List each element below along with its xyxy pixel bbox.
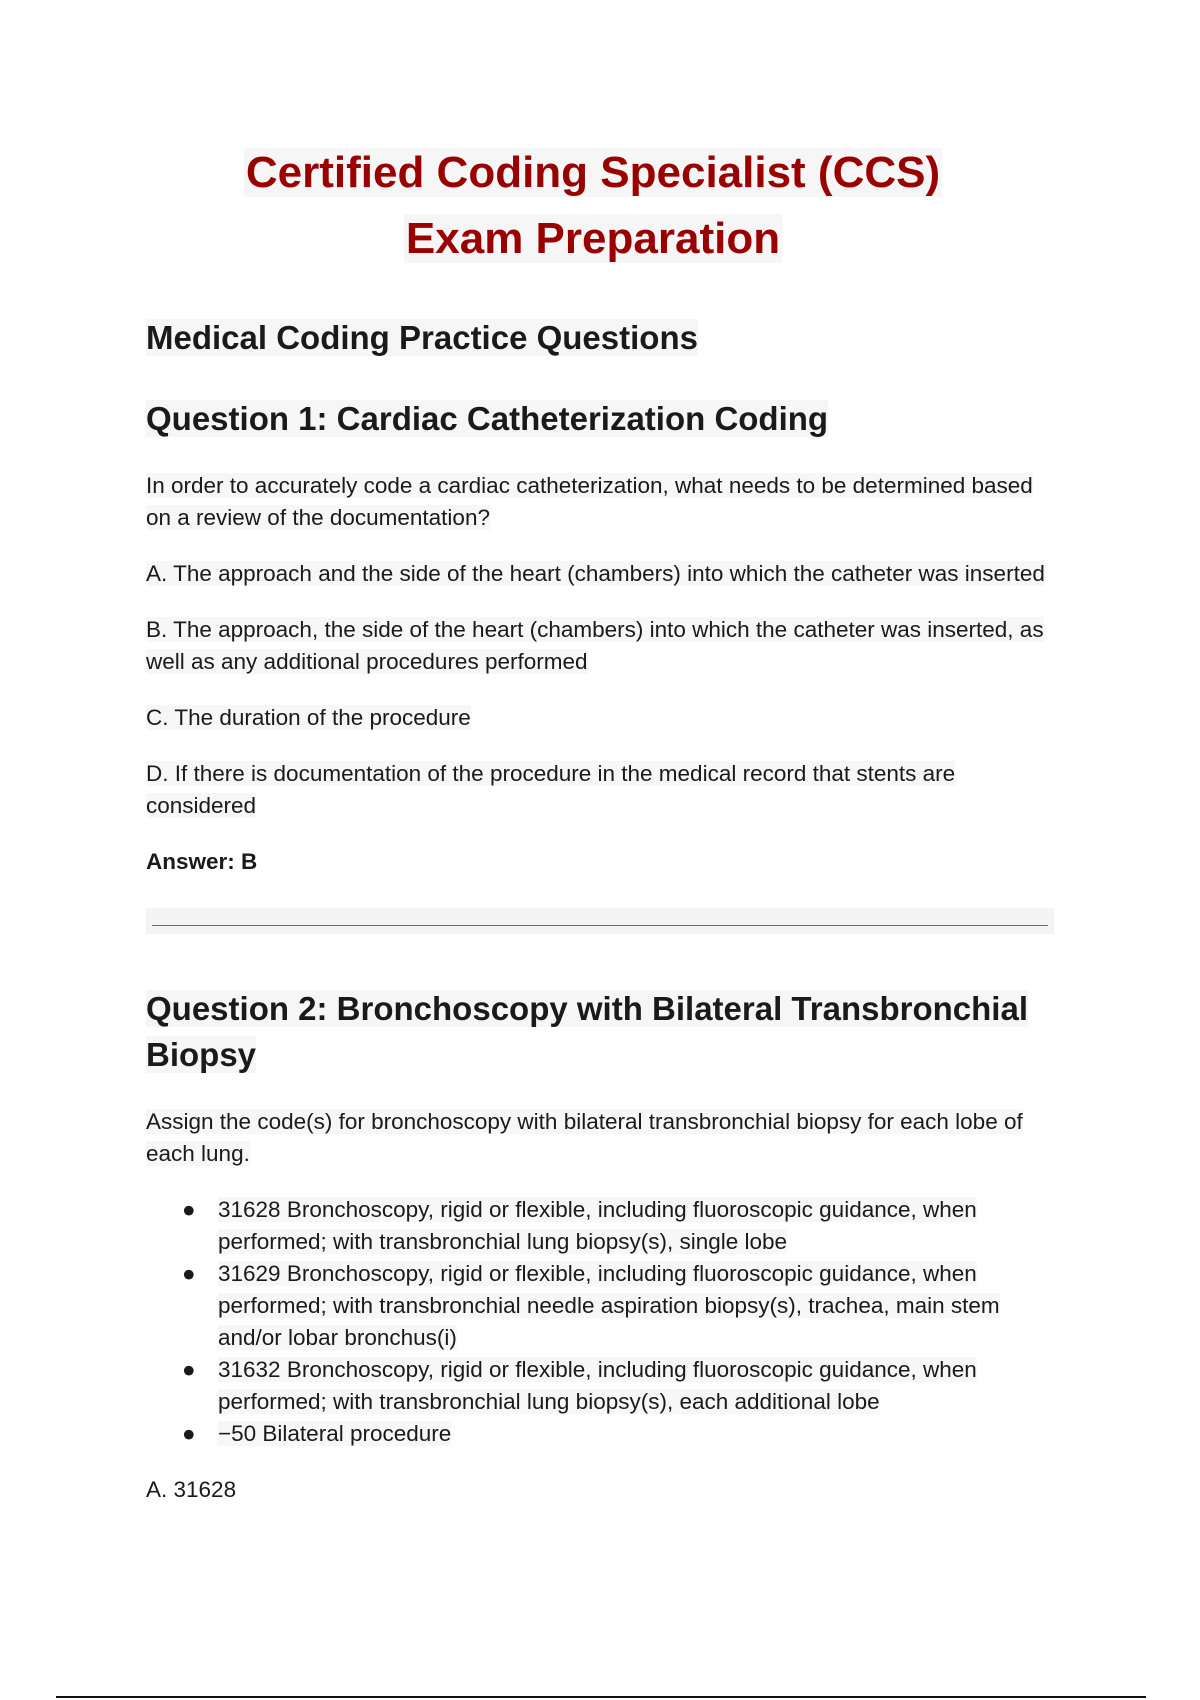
question-1-option-a: A. The approach and the side of the heart (chambers) into which the catheter was inserted bbox=[146, 561, 1045, 586]
document-title bbox=[128, 140, 1058, 272]
bullet-icon: ● bbox=[182, 1261, 196, 1286]
code-31632: 31632 Bronchoscopy, rigid or flexible, including fluoroscopic guidance, when performed; with transbronchial lung biopsy(s), each additional lobe bbox=[218, 1357, 977, 1414]
divider-line bbox=[152, 925, 1048, 926]
question-1-prompt: In order to accurately code a cardiac catheterization, what needs to be determined based on a review of the documentation? bbox=[146, 473, 1033, 530]
bullet-icon: ● bbox=[182, 1197, 196, 1222]
list-item bbox=[182, 1354, 1058, 1418]
bullet-icon: ● bbox=[182, 1421, 196, 1446]
question-1-option-c: C. The duration of the procedure bbox=[146, 705, 471, 730]
question-2 bbox=[146, 986, 1058, 1506]
document-page bbox=[146, 140, 1058, 1530]
bullet-icon: ● bbox=[182, 1357, 196, 1382]
question-1-heading: Question 1: Cardiac Catheterization Coding bbox=[146, 400, 829, 437]
list-item bbox=[182, 1194, 1058, 1258]
question-1-option-d: D. If there is documentation of the procedure in the medical record that stents are considered bbox=[146, 761, 956, 818]
question-1 bbox=[146, 396, 1058, 878]
question-2-heading: Question 2: Bronchoscopy with Bilateral Transbronchial Biopsy bbox=[146, 990, 1028, 1073]
code-31628: 31628 Bronchoscopy, rigid or flexible, including fluoroscopic guidance, when performed; with transbronchial lung biopsy(s), single lobe bbox=[218, 1197, 977, 1254]
title-line-1: Certified Coding Specialist (CCS) bbox=[245, 148, 941, 197]
question-2-prompt: Assign the code(s) for bronchoscopy with bilateral transbronchial biopsy for each lobe of each lung. bbox=[146, 1109, 1023, 1166]
title-line-2: Exam Preparation bbox=[405, 214, 781, 263]
code-list bbox=[146, 1194, 1058, 1450]
code-31629: 31629 Bronchoscopy, rigid or flexible, including fluoroscopic guidance, when performed; with transbronchial needle aspiration biopsy(s), trachea, main stem and/or lobar bronchus(i) bbox=[218, 1261, 1000, 1350]
section-heading: Medical Coding Practice Questions bbox=[146, 319, 698, 356]
question-1-option-b: B. The approach, the side of the heart (chambers) into which the catheter was inserted, as well as any additional procedures performed bbox=[146, 617, 1044, 674]
list-item bbox=[182, 1258, 1058, 1354]
section-divider bbox=[146, 908, 1054, 934]
modifier-50: −50 Bilateral procedure bbox=[218, 1421, 452, 1446]
list-item bbox=[182, 1418, 1058, 1450]
question-1-answer: Answer: B bbox=[146, 849, 258, 874]
question-2-option-a: A. 31628 bbox=[146, 1477, 237, 1502]
page-bottom-rule bbox=[56, 1696, 1146, 1698]
